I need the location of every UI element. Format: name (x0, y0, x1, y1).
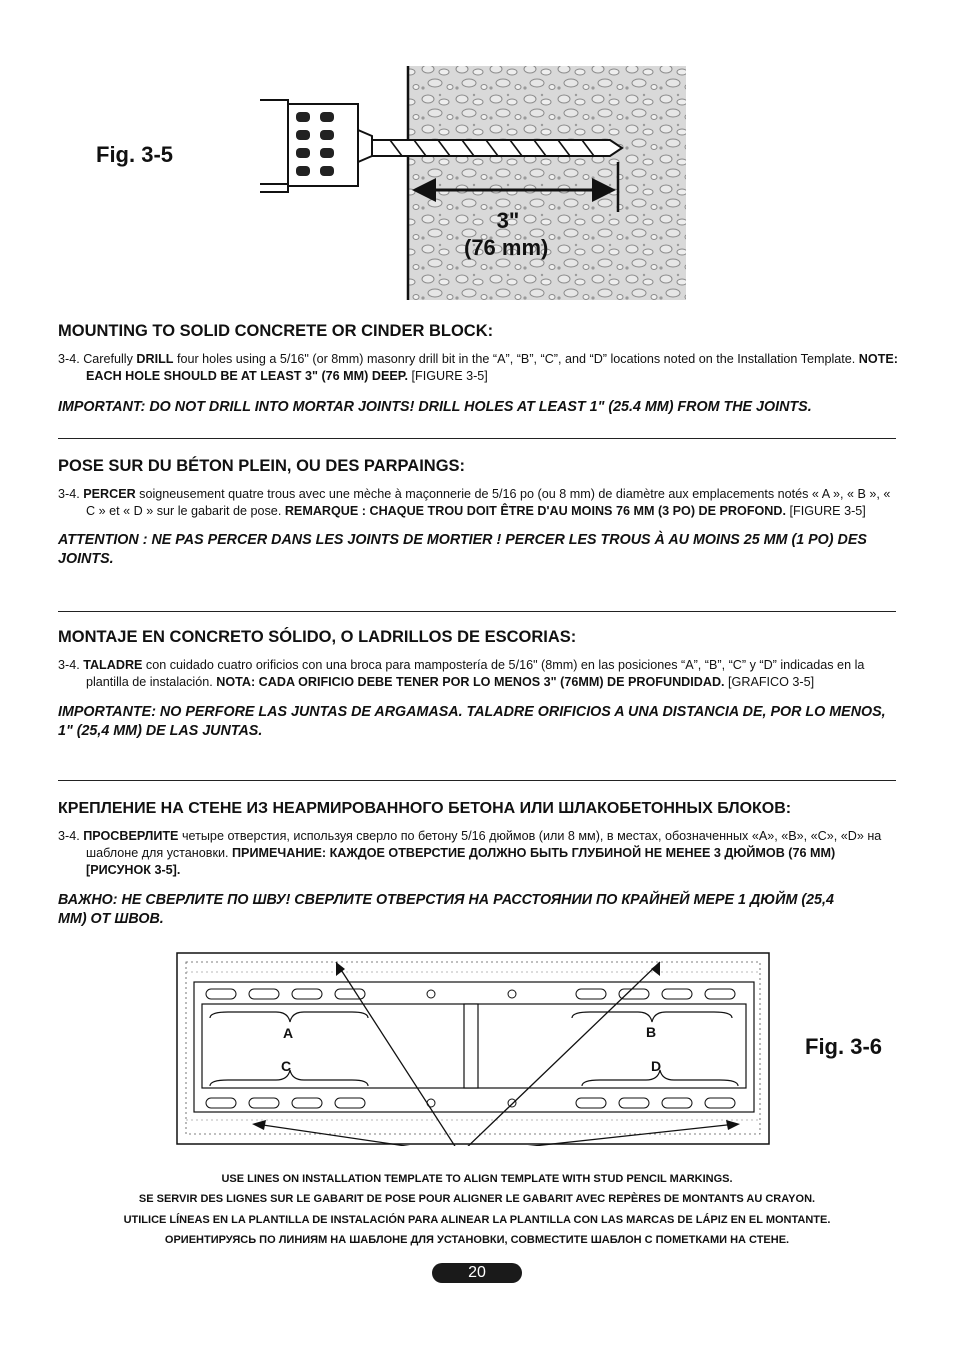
depth-millimetres: (76 mm) (464, 235, 549, 260)
figure-3-5-label: Fig. 3-5 (96, 142, 174, 167)
template-letter-b: B (646, 1024, 657, 1040)
divider (58, 611, 896, 612)
caption-french: SE SERVIR DES LIGNES SUR LE GABARIT DE POSE POUR ALIGNER LE GABARIT AVEC REPÈRES DE MONTANTS AU CRAYON. (138, 1193, 816, 1205)
divider (58, 438, 896, 439)
section-french (58, 457, 898, 569)
step-text: 3-4. PERCER soigneusement quatre trous avec une mèche à maçonnerie de 5/16 po (ou 8 mm) de diamètre aux emplacements notés « A », « B », « C » et « D » sur le gabarit de pose. REMARQUE : CHAQUE TROU DOIT ÊTRE D'AU MOINS 76 MM (3 PO) DE PROFOND. [FIGURE 3-5] (58, 487, 891, 518)
warning-text: ВАЖНО: НЕ СВЕРЛИТЕ ПО ШВУ! СВЕРЛИТЕ ОТВЕРСТИЯ НА РАССТОЯНИИ ПО КРАЙНЕЙ МЕРЕ 1 ДЮЙМ (25,4 ММ) ОТ ШВОВ. (58, 892, 834, 927)
step-number: 3-4. (58, 352, 80, 366)
warning-text: IMPORTANTE: NO PERFORE LAS JUNTAS DE ARGAMASA. TALADRE ORIFICIOS A UNA DISTANCIA DE, POR LO MENOS, 1" (25,4 MM) DE LAS JUNTAS. (58, 704, 886, 739)
figure-3-6-label: Fig. 3-6 (805, 1034, 883, 1059)
section-title: POSE SUR DU BÉTON PLEIN, OU DES PARPAINGS: (58, 457, 466, 475)
page-number: 20 (432, 1263, 522, 1283)
section-english (58, 322, 898, 417)
section-title: КРЕПЛЕНИЕ НА СТЕНЕ ИЗ НЕАРМИРОВАННОГО БЕТОНА ИЛИ ШЛАКОБЕТОННЫХ БЛОКОВ: (58, 800, 792, 817)
section-title: MONTAJE EN CONCRETO SÓLIDO, O LADRILLOS DE ESCORIAS: (58, 628, 577, 646)
section-russian (58, 800, 898, 929)
depth-measurement-label (464, 206, 552, 236)
section-title: MOUNTING TO SOLID CONCRETE OR CINDER BLOCK: (58, 322, 494, 340)
template-letter-c: C (281, 1058, 292, 1074)
drill-body (260, 100, 288, 192)
warning-text: ATTENTION : NE PAS PERCER DANS LES JOINTS DE MORTIER ! PERCER LES TROUS À AU MOINS 25 MM (1 PO) DES JOINTS. (58, 532, 867, 567)
depth-inches: 3" (496, 208, 520, 233)
caption-english: USE LINES ON INSTALLATION TEMPLATE TO ALIGN TEMPLATE WITH STUD PENCIL MARKINGS. (221, 1173, 733, 1185)
section-spanish (58, 628, 898, 741)
step-number: 3-4. (58, 487, 80, 501)
warning-text: IMPORTANT: DO NOT DRILL INTO MORTAR JOINTS! DRILL HOLES AT LEAST 1" (25.4 MM) FROM THE JOINTS. (58, 399, 812, 415)
step-text: 3-4. ПРОСВЕРЛИТЕ четыре отверстия, используя сверло по бетону 5/16 дюймов (или 8 мм), в местах, обозначенных «A», «B», «C», «D» на шаблоне для установки. ПРИМЕЧАНИЕ: КАЖДОЕ ОТВЕРСТИЕ ДОЛЖНО БЫТЬ ГЛУБИНОЙ НЕ МЕНЕЕ 3 ДЮЙМОВ (76 ММ) [РИСУНОК 3-5]. (58, 829, 882, 877)
divider (58, 780, 896, 781)
step-number: 3-4. (58, 829, 80, 843)
concrete-wall (408, 66, 686, 300)
step-text: 3-4. TALADRE con cuidado cuatro orificios con una broca para mampostería de 5/16" (8mm) en las posiciones “A”, “B”, “C” y “D” indicadas en la plantilla de instalación. NOTA: CADA ORIFICIO DEBE TENER POR LO MENOS 3" (76MM) DE PROFUNDIDAD. [GRAFICO 3-5] (58, 658, 865, 689)
template-letter-a: A (283, 1025, 294, 1041)
caption-spanish: UTILICE LÍNEAS EN LA PLANTILLA DE INSTALACIÓN PARA ALINEAR LA PLANTILLA CON LAS MARCAS DE LÁPIZ EN EL MONTANTE. (123, 1214, 831, 1226)
template-letter-d: D (651, 1058, 662, 1074)
step-number: 3-4. (58, 658, 80, 672)
installation-template-illustration (176, 952, 770, 1146)
drill-depth-illustration (250, 62, 690, 304)
caption-russian: ОРИЕНТИРУЯСЬ ПО ЛИНИЯМ НА ШАБЛОНЕ ДЛЯ УСТАНОВКИ, СОВМЕСТИТЕ ШАБЛОН С ПОМЕТКАМИ НА СТЕНЕ. (164, 1234, 790, 1246)
step-text: 3-4. Carefully DRILL four holes using a 5/16" (or 8mm) masonry drill bit in the “A”, “B”, “C”, and “D” locations noted on the Installation Template. NOTE: EACH HOLE SHOULD BE AT LEAST 3" (76 MM) DEEP. [FIGURE 3-5] (58, 352, 898, 383)
